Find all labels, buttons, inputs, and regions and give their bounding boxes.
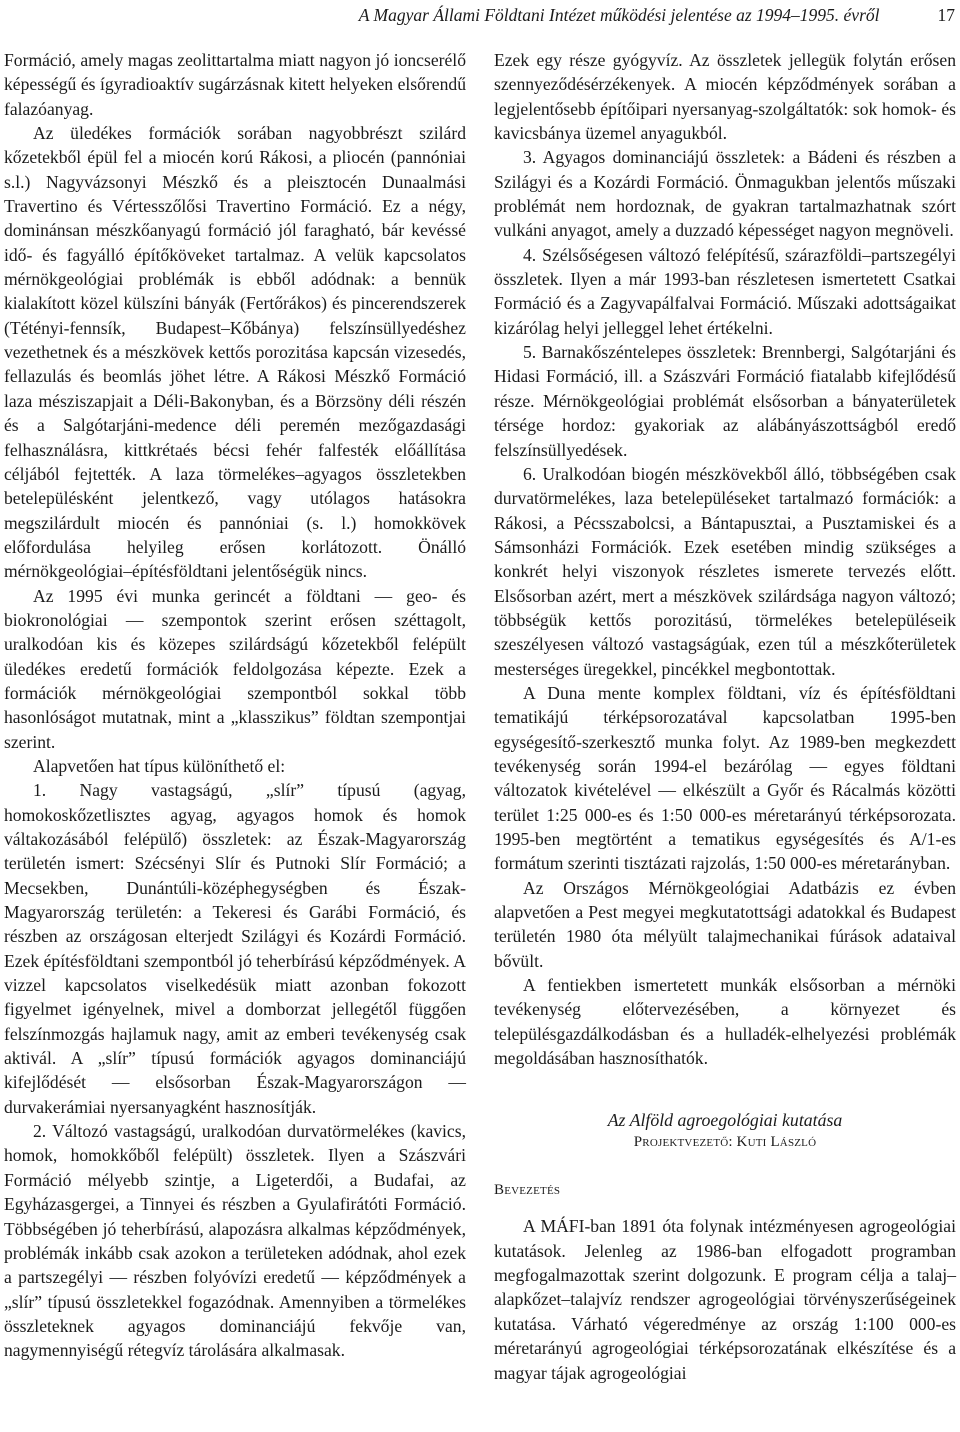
project-leader bbox=[494, 1132, 956, 1152]
project-leader-name: Kuti László bbox=[736, 1134, 817, 1151]
paragraph: 3. Agyagos dominanciájú összletek: a Bádeni és részben a Szilágyi és a Kozárdi Formáció. Önmagukban jelentős műszaki problémát nem hordoznak, de gyakran tartalmazhatnak szórt vulkáni anyagot, amely a duzzadó képességet nagyon megnöveli. bbox=[494, 147, 956, 241]
paragraph: Ezek egy része gyógyvíz. Az összletek jellegük folytán erősen szennyeződésérzékenyek. A miocén képződmények sorában a legjelentősebb építőipari nyersanyag-szolgáltatók: sok homok- és kavicsbánya üzemel anyagukból. bbox=[494, 50, 956, 144]
paragraph: 1. Nagy vastagságú, „slír” típusú (agyag, homokoskőzetlisztes agyag, agyagos homok és homok váltakozásából felépülő) összletek: az Észak-Magyarország területén ismert: Szécsényi Slír és Putnoki Slír Formáció; a Mecsekben, Dunántúli-középhegységben és Észak-Magyarország területén: a Tekeresi és Garábi Formáció, és részben az országosan elterjedt Szilágyi és Kozárdi Formáció. Ezek építésföldtani szempontból jó teherbírású képződmények. A vizzel kapcsolatos viselkedésük miatt azonban fokozott figyelmet igényelnek, mivel a domborzat jellegétől függően felszínmozgás hajlamuk nagy, amit az emberi tevékenység csak aktivál. A „slír” típusú formációk agyagos dominanciájú kifejlődését — elsősorban Észak-Magyarországon — durvakerámiai nyersanyagként hasznosítják. bbox=[4, 780, 466, 1117]
running-title: A Magyar Állami Földtani Intézet működési jelentése az 1994–1995. évről bbox=[358, 5, 880, 25]
paragraph: 4. Szélsőségesen változó felépítésű, szárazföldi–partszegélyi összletek. Ilyen a már 1993-ban részletesen ismertetett Csatkai Formáció és a Zagyvapálfalvai Formáció. Műszaki adottságaikat kizárólag helyi jelleggel lehet értékelni. bbox=[494, 244, 956, 338]
section-heading bbox=[494, 1108, 956, 1152]
section-title: Az Alföld agroegológiai kutatása bbox=[607, 1110, 843, 1131]
paragraph: Az üledékes formációk sorában nagyobbrészt szilárd kőzetekből épül fel a miocén korú Rákosi, a pliocén (pannóniai s.l.) Nagyvázsonyi Mészkő és a pleisztocén Dunaalmási Travertino és Vértesszőlősi Travertino Formáció. Ez a négy, dominánsan mészkőanyagú formáció jól faragható, bár kevéssé idő- és fagyálló építőköveket tartalmaz. A velük kapcsolatos mérnökgeológiai problémák is ebből adódnak: a bennük kialakított közel külszíni bányák (Fertőrákos) és pincerendszerek (Tétényi-fennsík, Budapest–Kőbánya) felszínsüllyedéshez vezethetnek és a mészkövek kettős porozitása kapcsán vizesedés, fellazulás és beomlás jöhet létre. A Rákosi Mészkő Formáció laza mésziszapjait a Déli-Bakonyban, és a Börzsöny déli részén és a Salgótarjáni-medence déli peremén mezőgazdasági felhasználásra, kittkrétaés bécsi fehér falfesték előállítása céljából fejtették. A laza törmelékes–agyagos összletekben betelepülésként jelentkező, vagy utólagos hatásokra megszilárdult miocén és pannóniai (s. l.) homokkövek előfordulása helyileg erősen korlátozott. Önálló mérnökgeológiai–építésföldtani jelentőségük nincs. bbox=[4, 123, 466, 582]
paragraph: 5. Barnakőszéntelepes összletek: Brennbergi, Salgótarjáni és Hidasi Formáció, ill. a Szászvári Formáció fiatalabb kifejlődésű része. Mérnökgeológiai problémát elsősorban a bányaterületek térsége hordoz: gyakoriak az alábányászottságból eredő felszínsüllyedések. bbox=[494, 342, 956, 460]
page-number: 17 bbox=[937, 5, 955, 25]
project-leader-label: Projektvezető: bbox=[633, 1134, 733, 1151]
paragraph: Alapvetően hat típus különíthető el: bbox=[33, 755, 286, 776]
paragraph: Az Országos Mérnökgeológiai Adatbázis ez évben alapvetően a Pest megyei megkutatottsági adatokkal és Budapest területén 1980 óta mélyült talajmechanikai fúrások adataival bővült. bbox=[494, 877, 956, 971]
left-column bbox=[4, 48, 466, 1363]
paragraph: Formáció, amely magas zeolittartalma miatt nagyon jó ioncserélő képességű és ígyradioaktív sugárzásnak kitett helyeken elsőrendű falazóanyag. bbox=[4, 50, 466, 119]
paragraph: A MÁFI-ban 1891 óta folynak intézményesen agrogeológiai kutatások. Jelenleg az 1986-ban elfogadott programban megfogalmazottak szerint dolgozunk. E program célja a talaj–alapkőzet–talajvíz rendszer agrogeológiai törvényszerűségeinek kutatása. Várható végeredménye az ország 1:100 000-es méretarányú agrogeológiai térképsorozatának elkészítése és a magyar tájak agrogeológiai bbox=[494, 1216, 956, 1383]
right-column bbox=[494, 48, 956, 1385]
paragraph: Az 1995 évi munka gerincét a földtani — geo- és biokronológiai — szempontok szerint erősen széttagolt, uralkodóan kis és közepes szilárdságú kőzetekből felépült üledékes eredetű formációk feldolgozása képezte. Ezek a formációk mérnökgeológiai szempontból sokkal több hasonlóságot mutatnak, mint a „klasszikus” földtan szempontjai szerint. bbox=[4, 585, 466, 752]
running-header bbox=[0, 5, 955, 26]
paragraph: 2. Változó vastagságú, uralkodóan durvatörmelékes (kavics, homok, homokkőből felépült) összletek. Ilyen a Szászvári Formáció mélyebb szintje, a Ligeterdői, a Budafai, az Egyházasgergei, a Tinnyei és részben a Gyulafirátóti Formáció. Többségében jó teherbírású, alapozásra alkalmas képződmények, problémák inkább csak azokon a területeken adódnak, ahol ezek a partszegélyi — részben folyóvízi eredetű — képződmények a „slír” típusú összletekkel fogazódnak. Amennyiben a törmelékes összleteknek agyagos dominanciájú fekvője van, nagymennyiségű rétegvíz tárolására alkalmasak. bbox=[4, 1121, 466, 1361]
subheading-introduction: Bevezetés bbox=[494, 1182, 561, 1199]
paragraph: A fentiekben ismertetett munkák elsősorban a mérnöki tevékenység előtervezésében, a környezet és településgazdálkodásban és a hulladék-elhelyezési problémák megoldásában hasznosíthatók. bbox=[494, 975, 956, 1069]
paragraph: A Duna mente komplex földtani, víz és építésföldtani tematikájú térképsorozatával kapcsolatban 1995-ben egységesítő-szerkesztő munka folyt. Az 1989-ben megkezdett tevékenység során 1994-el bezárólag — egyes földtani változatok kivételével — elkészült a Győr és Rácalmás közötti terület 1:25 000-es és 1:50 000-es méretarányú térképsorozata. 1995-ben megtörtént a tematikus egységesítés és A/1-es formátum szerinti tisztázati rajzolás, 1:50 000-es méretarányban. bbox=[494, 682, 956, 874]
paragraph: 6. Uralkodóan biogén mészkövekből álló, többségében csak durvatörmelékes, laza betelepüléseket tartalmazó formációk: a Rákosi, a Pécsszabolcsi, a Bántapusztai, a Pusztamiskei és a Sámsonházi Formációk. Ezek esetében mindig szükséges a konkrét helyi viszonyok részletes ismerete tervezés előtt. Elsősorban azért, mert a mészkövek szilárdsága nagyon változó; többségük kettős porozitású, törmelékes betelepüléseik szeszélyesen változó vastagságúak, ezen túl a mészkőterületek mesterséges üregekkel, pincékkel megbontottak. bbox=[494, 463, 956, 679]
